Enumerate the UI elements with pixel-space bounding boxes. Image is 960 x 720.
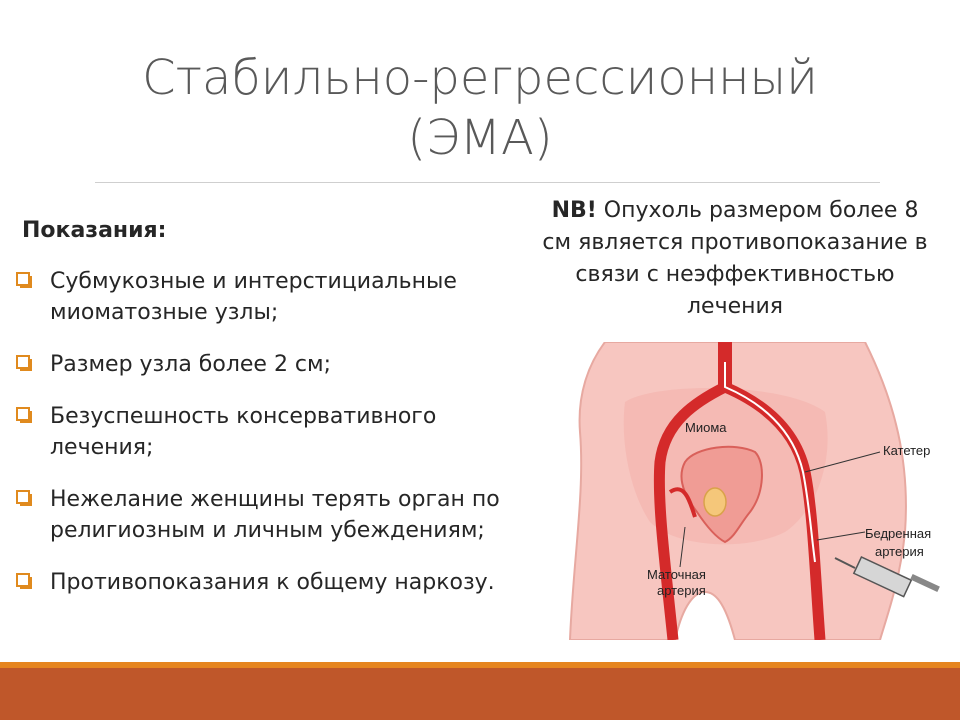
checkbox-bullet-icon	[16, 272, 30, 286]
list-item	[14, 567, 574, 598]
checkbox-bullet-icon	[16, 490, 30, 504]
list-item	[14, 349, 574, 380]
list-item-line1: Размер узла более 2 см;	[50, 352, 332, 377]
list-item-line1: Противопоказания к общему наркозу.	[50, 570, 495, 595]
indications-list	[14, 266, 574, 619]
title-divider	[95, 182, 880, 183]
list-item-line2: лечения;	[50, 435, 154, 460]
checkbox-bullet-icon	[16, 407, 30, 421]
label-uterine-line2: артерия	[657, 583, 706, 598]
label-uterine-line1: Маточная	[647, 567, 706, 582]
nb-line2: см является противопоказание в	[542, 230, 928, 255]
list-item-line2: миоматозные узлы;	[50, 300, 279, 325]
slide-title-line1: Стабильно-регрессионный	[142, 50, 818, 106]
slide-title	[60, 48, 900, 168]
slide-title-line2: (ЭМА)	[407, 110, 553, 166]
nb-line3: связи с неэффективностью	[575, 262, 895, 287]
checkbox-bullet-icon	[16, 355, 30, 369]
list-item-line1: Безуспешность консервативного	[50, 404, 437, 429]
uterine-artery-embolization-illustration	[565, 342, 960, 640]
list-item-line2: религиозным и личным убеждениям;	[50, 518, 485, 543]
nb-prefix: NB!	[551, 198, 597, 223]
list-item-line1: Нежелание женщины терять орган по	[50, 487, 500, 512]
footer-bar	[0, 668, 960, 720]
list-item	[14, 401, 574, 463]
label-femoral-line1: Бедренная	[865, 526, 932, 541]
label-myoma: Миома	[685, 420, 727, 435]
list-item	[14, 484, 574, 546]
nb-note	[505, 195, 960, 323]
nb-line4: лечения	[686, 294, 784, 319]
myoma-node	[704, 488, 726, 516]
indications-heading: Показания:	[22, 218, 167, 243]
nb-line1: Опухоль размером более 8	[596, 198, 919, 223]
label-femoral-line2: артерия	[875, 544, 924, 559]
list-item-line1: Субмукозные и интерстициальные	[50, 269, 457, 294]
list-item	[14, 266, 574, 328]
checkbox-bullet-icon	[16, 573, 30, 587]
label-catheter: Катетер	[883, 443, 931, 458]
